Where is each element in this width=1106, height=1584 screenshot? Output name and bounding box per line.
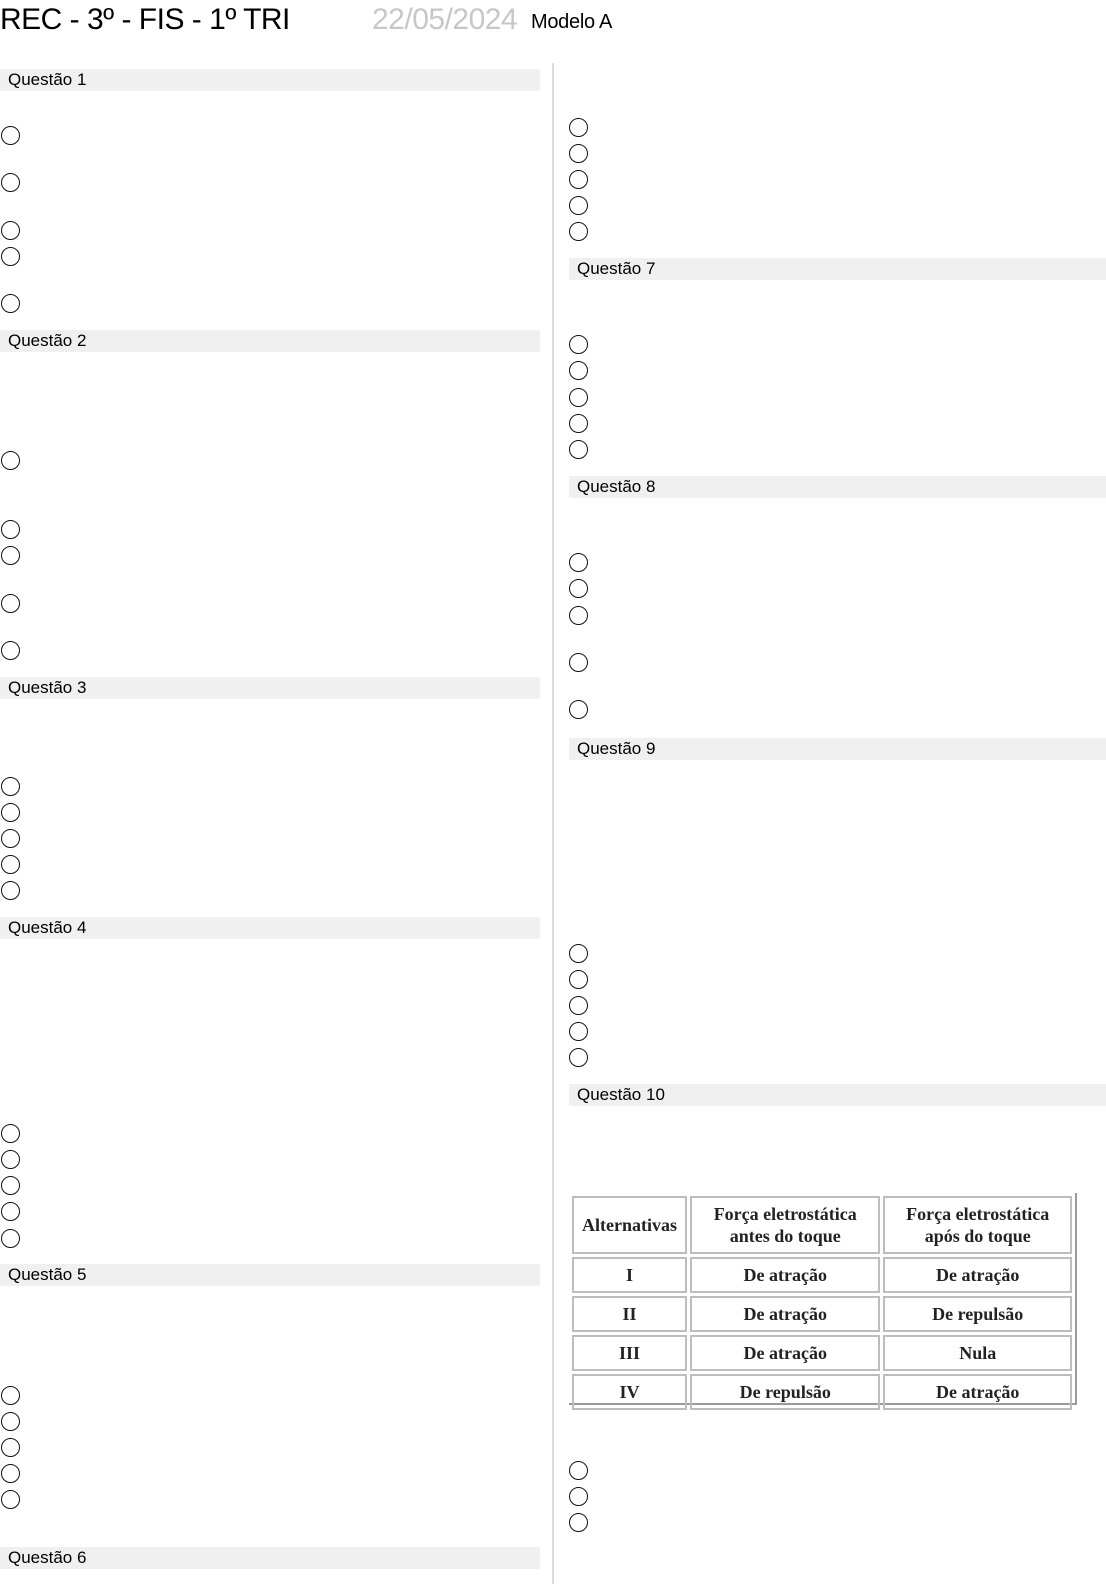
question-6-option-radio[interactable] [569, 170, 588, 189]
question-2-option-radio[interactable] [1, 594, 20, 613]
question-10-option-radio[interactable] [569, 1487, 588, 1506]
question-8-option-radio[interactable] [569, 553, 588, 572]
question-6-option-radio[interactable] [569, 118, 588, 137]
question-1-option-radio[interactable] [1, 221, 20, 240]
question-2-header: Questão 2 [0, 330, 540, 352]
question-2-option-radio[interactable] [1, 451, 20, 470]
question-3-option-radio[interactable] [1, 777, 20, 796]
table-header-cell: Alternativas [572, 1196, 687, 1254]
question-6-option-radio[interactable] [569, 222, 588, 241]
table-cell: II [572, 1296, 687, 1332]
question-5-header: Questão 5 [0, 1264, 540, 1286]
question-7-header: Questão 7 [569, 258, 1106, 280]
question-8-option-radio[interactable] [569, 653, 588, 672]
table-header-row [572, 1196, 1072, 1254]
question-7-option-radio[interactable] [569, 361, 588, 380]
question-1-option-radio[interactable] [1, 126, 20, 145]
table-cell: De atração [690, 1296, 880, 1332]
table-cell: De atração [690, 1257, 880, 1293]
question-5-option-radio[interactable] [1, 1412, 20, 1431]
table-row [572, 1296, 1072, 1332]
question-4-option-radio[interactable] [1, 1229, 20, 1248]
question-2-option-radio[interactable] [1, 520, 20, 539]
table-cell: De atração [883, 1257, 1072, 1293]
question-5-option-radio[interactable] [1, 1464, 20, 1483]
question-6-option-radio[interactable] [569, 144, 588, 163]
question-8-option-radio[interactable] [569, 579, 588, 598]
question-10-table-wrapper [569, 1193, 1077, 1405]
table-header-cell: Força eletrostática antes do toque [690, 1196, 880, 1254]
question-8-option-radio[interactable] [569, 700, 588, 719]
table-cell: IV [572, 1374, 687, 1410]
question-10-header: Questão 10 [569, 1084, 1106, 1106]
question-10-option-radio[interactable] [569, 1513, 588, 1532]
table-cell: De repulsão [690, 1374, 880, 1410]
question-9-option-radio[interactable] [569, 970, 588, 989]
question-10-table [569, 1193, 1075, 1413]
table-cell: Nula [883, 1335, 1072, 1371]
question-4-option-radio[interactable] [1, 1202, 20, 1221]
question-6-header: Questão 6 [0, 1547, 540, 1569]
question-1-option-radio[interactable] [1, 173, 20, 192]
question-3-option-radio[interactable] [1, 803, 20, 822]
question-3-option-radio[interactable] [1, 829, 20, 848]
question-1-header: Questão 1 [0, 69, 540, 91]
question-1-option-radio[interactable] [1, 247, 20, 266]
question-2-option-radio[interactable] [1, 641, 20, 660]
question-9-option-radio[interactable] [569, 944, 588, 963]
question-9-option-radio[interactable] [569, 996, 588, 1015]
question-4-option-radio[interactable] [1, 1150, 20, 1169]
question-7-option-radio[interactable] [569, 440, 588, 459]
table-cell: III [572, 1335, 687, 1371]
exam-date: 22/05/2024 [372, 3, 518, 36]
question-3-header: Questão 3 [0, 677, 540, 699]
table-cell: De atração [883, 1374, 1072, 1410]
question-1-option-radio[interactable] [1, 294, 20, 313]
table-cell: De atração [690, 1335, 880, 1371]
question-4-option-radio[interactable] [1, 1176, 20, 1195]
question-2-option-radio[interactable] [1, 546, 20, 565]
exam-title: REC - 3º - FIS - 1º TRI [0, 3, 290, 36]
column-divider [552, 63, 554, 1584]
table-cell: De repulsão [883, 1296, 1072, 1332]
table-header-cell: Força eletrostática após do toque [883, 1196, 1072, 1254]
question-8-header: Questão 8 [569, 476, 1106, 498]
question-7-option-radio[interactable] [569, 388, 588, 407]
question-9-header: Questão 9 [569, 738, 1106, 760]
question-5-option-radio[interactable] [1, 1386, 20, 1405]
question-7-option-radio[interactable] [569, 414, 588, 433]
question-9-option-radio[interactable] [569, 1048, 588, 1067]
question-7-option-radio[interactable] [569, 335, 588, 354]
question-3-option-radio[interactable] [1, 881, 20, 900]
question-10-option-radio[interactable] [569, 1461, 588, 1480]
question-9-option-radio[interactable] [569, 1022, 588, 1041]
question-4-header: Questão 4 [0, 917, 540, 939]
question-5-option-radio[interactable] [1, 1490, 20, 1509]
question-6-option-radio[interactable] [569, 196, 588, 215]
question-5-option-radio[interactable] [1, 1438, 20, 1457]
question-8-option-radio[interactable] [569, 606, 588, 625]
question-3-option-radio[interactable] [1, 855, 20, 874]
table-cell: I [572, 1257, 687, 1293]
table-row [572, 1335, 1072, 1371]
table-row [572, 1257, 1072, 1293]
table-row [572, 1374, 1072, 1410]
exam-model: Modelo A [531, 11, 612, 33]
question-4-option-radio[interactable] [1, 1124, 20, 1143]
